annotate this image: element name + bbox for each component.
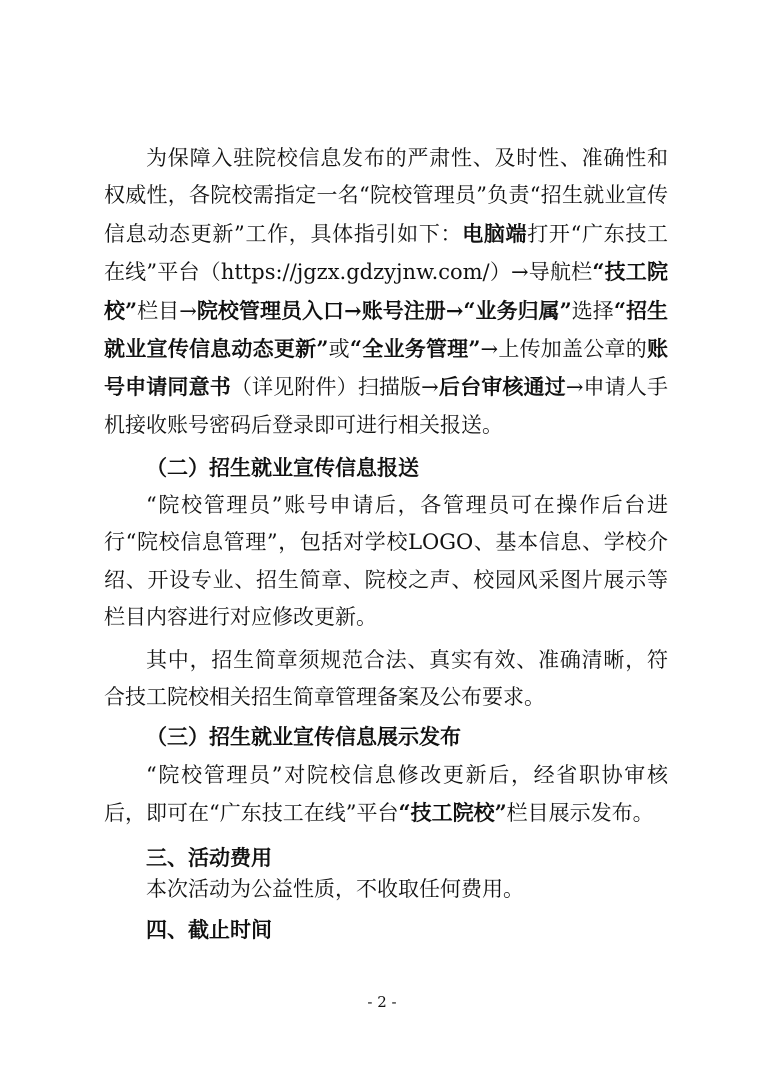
bold-computer-end: 电脑端 [462,220,528,246]
attachment-text: （详见附件）扫描版→ [230,375,439,400]
column-arrow-text: 栏目→ [137,298,197,323]
bold-recruitment-update: “招生就业宣传信息动态更新” [104,297,668,362]
select-text: 选择 [571,298,614,323]
publish-text: “院校管理员”对院校信息修改更新后，经省职协审核后，即可在“广东技工在线”平台 [104,763,668,826]
guide-intro-text: 为保障入驻院校信息发布的严肃性、及时性、准确性和权威性，各院校需指定一名“院校管理员”负责“招生就业宣传信息动态更新”工作，具体指引如下： [104,146,668,246]
paragraph-publish [104,757,668,833]
or-text: 或 [328,337,350,362]
bold-consent-letter: 账号申请同意书 [104,336,668,400]
platform-url-text: 打开“广东技工在线”平台（https://jgzx.gdzyjnw.com/）→导航栏 [104,221,668,285]
login-text: →申请人手机接收账号密码后登录即可进行相关报送。 [104,375,668,437]
bold-all-business: “全业务管理” [349,336,481,362]
bold-technical-school-column: “技工院校” [398,800,507,826]
heading-info-publish: （三）招生就业宣传信息展示发布 [146,724,461,749]
upload-text: →上传加盖公章的 [480,337,647,362]
guide-paragraph [104,140,668,444]
page-number: - 2 - [367,993,397,1011]
heading-info-submission: （二）招生就业宣传信息报送 [146,455,419,480]
paragraph-brochure-rules: 其中，招生简章须规范合法、真实有效、准确清晰，符合技工院校相关招生简章管理备案及公布要求。 [104,648,668,710]
bold-technical-school: “技工院校” [104,259,668,323]
paragraph-info-management: “院校管理员”账号申请后，各管理员可在操作后台进行“院校信息管理”，包括对学校LOGO、基本信息、学校介绍、开设专业、招生简章、院校之声、校园风采图片展示等栏目内容进行对应修改更新。 [104,493,668,630]
paragraph-fee: 本次活动为公益性质，不收取任何费用。 [146,877,524,901]
publish-end-text: 栏目展示发布。 [506,801,654,826]
bold-admin-entry: 院校管理员入口→账号注册→“业务归属” [196,297,572,323]
heading-deadline: 四、截止时间 [146,917,272,942]
heading-activity-fee: 三、活动费用 [146,845,272,870]
bold-review-passed: 后台审核通过 [438,374,566,400]
